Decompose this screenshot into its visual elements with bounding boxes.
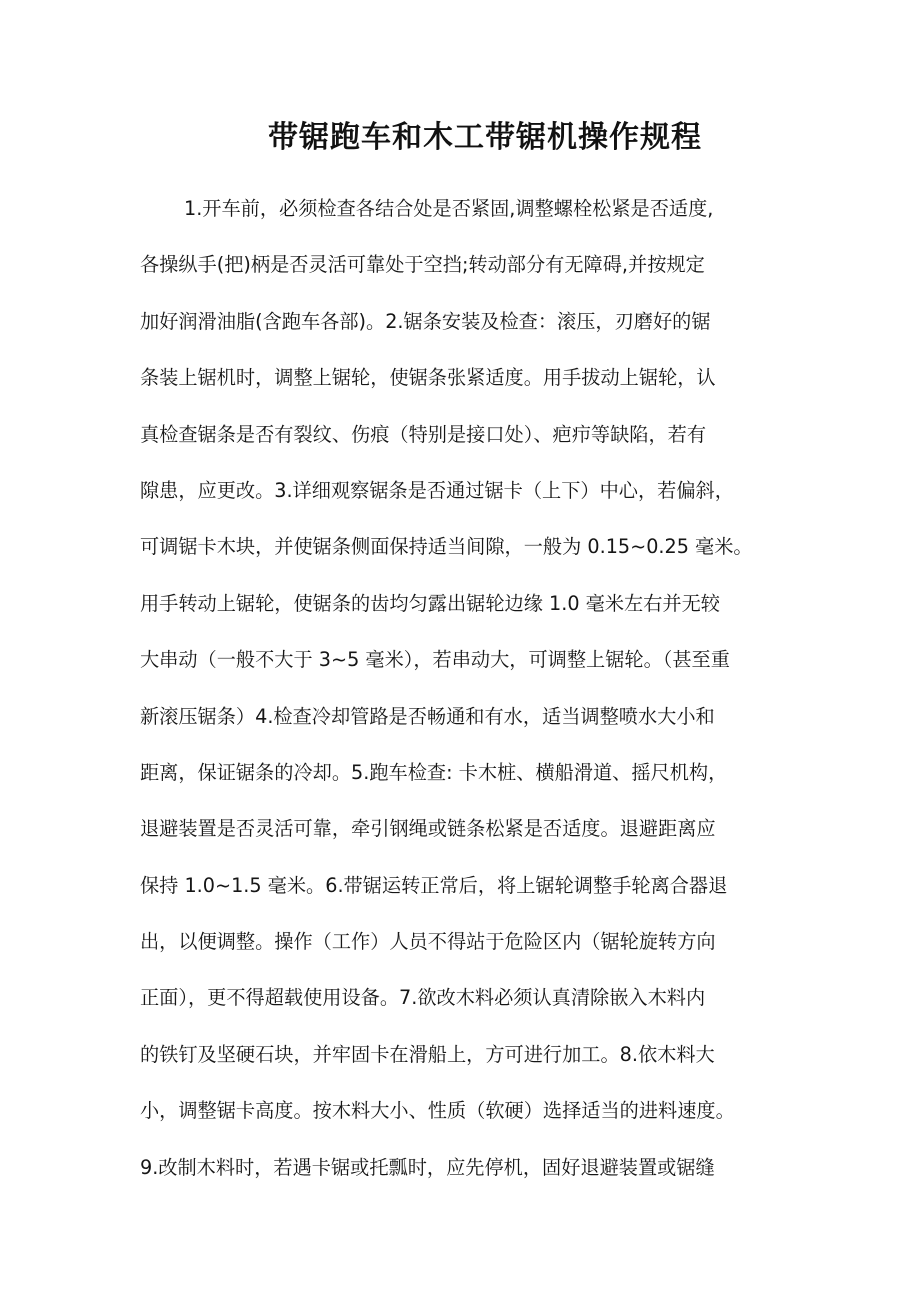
body-line-13: 保持 1.0~1.5 毫米。6.带锯运转正常后，将上锯轮调整手轮离合器退 xyxy=(140,873,728,897)
body-line-5: 真检查锯条是否有裂纹、伤痕（特别是接口处）、疤疖等缺陷，若有 xyxy=(140,422,707,446)
body-line-2: 各操纵手(把)柄是否灵活可靠处于空挡;转动部分有无障碍,并按规定 xyxy=(140,253,705,277)
body-line-6: 隙患，应更改。3.详细观察锯条是否通过锯卡（上下）中心，若偏斜， xyxy=(140,478,734,502)
body-line-10: 新滚压锯条）4.检查冷却管路是否畅通和有水，适当调整喷水大小和 xyxy=(140,704,715,728)
body-line-3: 加好润滑油脂(含跑车各部)。2.锯条安装及检查：滚压，刃磨好的锯 xyxy=(140,309,711,333)
body-line-16: 的铁钉及坚硬石块，并牢固卡在滑船上，方可进行加工。8.依木料大 xyxy=(140,1042,715,1066)
body-line-7: 可调锯卡木块，并使锯条侧面保持适当间隙，一般为 0.15~0.25 毫米。 xyxy=(140,535,753,559)
body-line-12: 退避装置是否灵活可靠，牵引钢绳或链条松紧是否适度。退避距离应 xyxy=(140,817,716,841)
body-line-4: 条装上锯机时，调整上锯轮，使锯条张紧适度。用手拔动上锯轮，认 xyxy=(140,366,716,390)
body-line-18: 9.改制木料时，若遇卡锯或托瓢时，应先停机，固好退避装置或锯缝 xyxy=(140,1155,715,1179)
body-line-1: 1.开车前，必须检查各结合处是否紧固,调整螺栓松紧是否适度, xyxy=(184,197,714,220)
body-line-11: 距离，保证锯条的冷却。5.跑车检查: 卡木桩、横船滑道、摇尺机构， xyxy=(140,760,728,784)
body-line-8: 用手转动上锯轮，使锯条的齿均匀露出锯轮边缘 1.0 毫米左右并无较 xyxy=(140,591,720,615)
body-line-9: 大串动（一般不大于 3~5 毫米），若串动大，可调整上锯轮。（甚至重 xyxy=(140,648,730,672)
body-line-14: 出，以便调整。操作（工作）人员不得站于危险区内（锯轮旋转方向 xyxy=(140,930,716,954)
body-line-15: 正面），更不得超载使用设备。7.欲改木料必须认真清除嵌入木料内 xyxy=(140,986,706,1010)
body-line-17: 小，调整锯卡高度。按木料大小、性质（软硬）选择适当的进料速度。 xyxy=(140,1099,735,1123)
document-title: 带锯跑车和木工带锯机操作规程 xyxy=(268,120,702,155)
document-body xyxy=(140,181,792,1196)
